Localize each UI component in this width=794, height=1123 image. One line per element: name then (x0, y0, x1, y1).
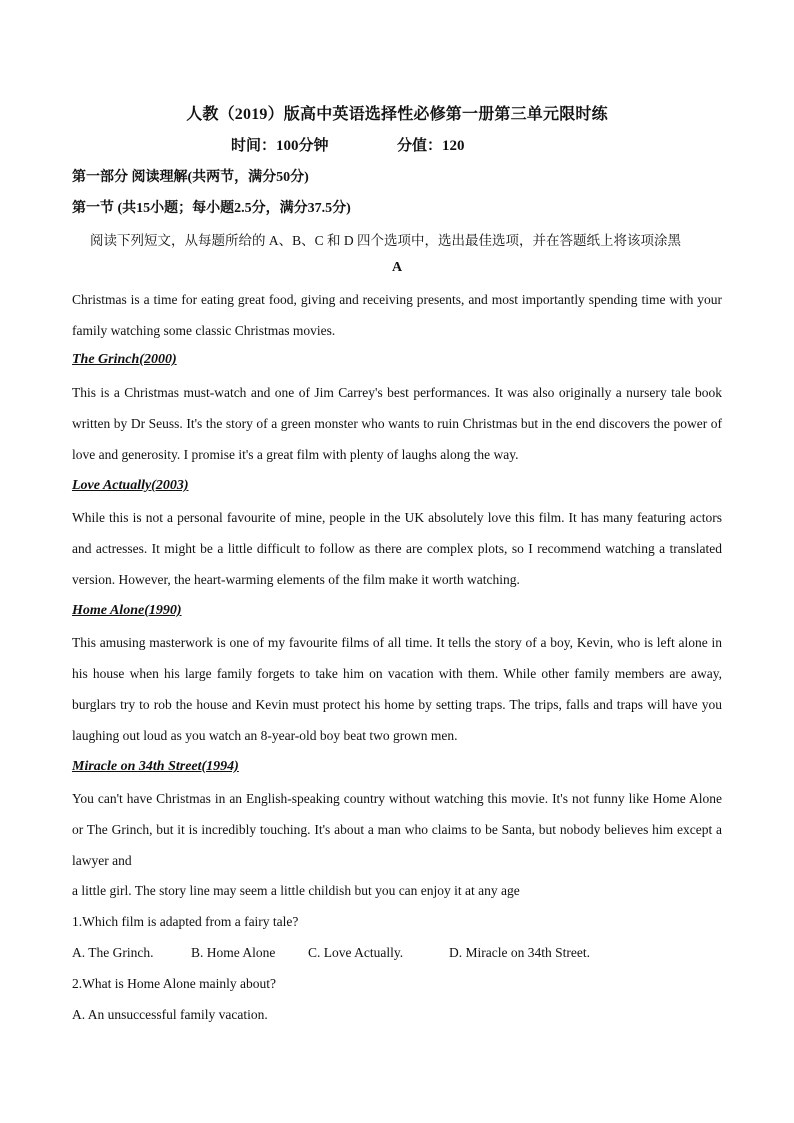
passage-label: A (391, 260, 403, 275)
film-text-home-alone: This amusing masterwork is one of my favourite films of all time. It tells the story of a boy, Kevin, who is left alone in his house when his large family forgets to take him on vacation with them. While other family members are away, burglars try to rob the house and Kevin must protect his home by setting traps. The trips, falls and traps will have you laughing out loud as you watch an 8-year-old boy beat two grown men. (72, 635, 722, 743)
film-title-home-alone: Home Alone(1990) (72, 603, 182, 618)
film-title-love-actually: Love Actually(2003) (72, 478, 189, 493)
exam-meta (0, 134, 794, 154)
film-text-grinch: This is a Christmas must-watch and one of Jim Carrey's best performances. It was also originally a nursery tale book written by Dr Seuss. It's the story of a green monster who wants to ruin Christmas but in the end discovers the power of love and generosity. I promise it's a great film with plenty of laughs along the way. (72, 385, 722, 462)
exam-score: 分值：120 (397, 138, 465, 154)
film-text-love-actually: While this is not a personal favourite of mine, people in the UK absolutely love this film. It has many featuring actors and actresses. It might be a little difficult to follow as there are complex plots, so I recommend watching a translated version. However, the heart-warming elements of the film make it worth watching. (72, 510, 722, 587)
question-1-options (72, 945, 722, 965)
question-1-stem: 1.Which film is adapted from a fairy tale? (72, 914, 299, 929)
passage-intro: Christmas is a time for eating great food, giving and receiving presents, and most importantly spending time with your family watching some classic Christmas movies. (72, 292, 722, 338)
section-heading: 第一节 (共15小题；每小题2.5分，满分37.5分) (72, 201, 351, 216)
question-1-option-c: C. Love Actually. (308, 945, 404, 960)
document-title: 人教（2019）版高中英语选择性必修第一册第三单元限时练 (186, 106, 608, 123)
exam-time: 时间：100分钟 (231, 138, 329, 154)
film-title-grinch: The Grinch(2000) (72, 352, 177, 367)
film-text-miracle-continued: a little girl. The story line may seem a little childish but you can enjoy it at any age (72, 883, 520, 898)
question-1-option-b: B. Home Alone (191, 945, 276, 960)
question-1-option-d: D. Miracle on 34th Street. (449, 945, 590, 960)
question-1-option-a: A. The Grinch. (72, 945, 154, 960)
film-title-miracle: Miracle on 34th Street(1994) (72, 759, 239, 774)
part-heading: 第一部分 阅读理解(共两节，满分50分) (72, 170, 309, 185)
instruction-text: 阅读下列短文，从每题所给的 A、B、C 和 D 四个选项中，选出最佳选项，并在答题纸上将该项涂黑 (90, 233, 682, 248)
film-text-miracle: You can't have Christmas in an English-speaking country without watching this movie. It's not funny like Home Alone or The Grinch, but it is incredibly touching. It's about a man who claims to be Santa, but nobody believes him except a lawyer and (72, 791, 722, 868)
question-2-option-a: A. An unsuccessful family vacation. (72, 1007, 268, 1022)
question-2-stem: 2.What is Home Alone mainly about? (72, 976, 276, 991)
